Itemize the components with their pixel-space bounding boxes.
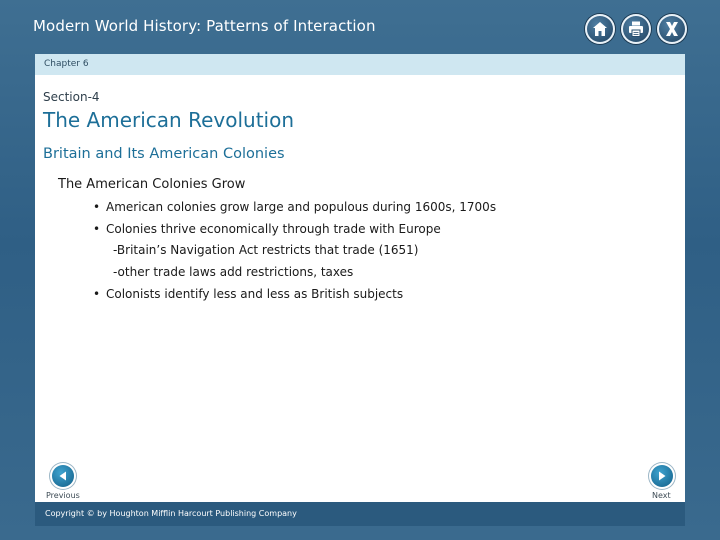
bullet-item: [93, 222, 441, 236]
bullet-text: Colonists identify less and less as British subjects: [106, 287, 404, 301]
chapter-bar: [35, 54, 685, 76]
bullet-item: [93, 287, 403, 301]
next-button[interactable]: [651, 465, 673, 487]
section-label: Section-4: [43, 90, 100, 104]
slide-content: [35, 75, 685, 502]
bullet-text: Colonies thrive economically through trade with Europe: [106, 222, 441, 236]
sub-item: -Britain’s Navigation Act restricts that trade (1651): [113, 243, 419, 257]
previous-label[interactable]: Previous: [46, 491, 80, 500]
sub-item: -other trade laws add restrictions, taxes: [113, 265, 354, 279]
chapter-label: Chapter 6: [44, 59, 89, 69]
title-bar: [0, 0, 720, 54]
bullet-item: [93, 200, 496, 214]
close-icon: [663, 20, 681, 38]
previous-button[interactable]: [52, 465, 74, 487]
app-title: Modern World History: Patterns of Interaction: [33, 17, 376, 35]
arrow-left-icon: [57, 470, 69, 482]
copyright-text: Copyright © by Houghton Mifflin Harcourt Publishing Company: [45, 509, 297, 518]
arrow-right-icon: [656, 470, 668, 482]
print-button[interactable]: [621, 14, 651, 44]
footer-bar: [35, 502, 685, 526]
home-icon: [591, 20, 609, 38]
next-label[interactable]: Next: [652, 491, 671, 500]
close-button[interactable]: [657, 14, 687, 44]
printer-icon: [627, 20, 645, 38]
home-button[interactable]: [585, 14, 615, 44]
topic-heading: The American Colonies Grow: [58, 177, 246, 192]
bullet-text: American colonies grow large and populous during 1600s, 1700s: [106, 200, 497, 214]
bullet-icon: •: [93, 222, 101, 236]
bullet-icon: •: [93, 287, 101, 301]
bullet-icon: •: [93, 200, 101, 214]
slide-subheading: Britain and Its American Colonies: [43, 146, 285, 162]
slide-title: The American Revolution: [43, 108, 295, 132]
